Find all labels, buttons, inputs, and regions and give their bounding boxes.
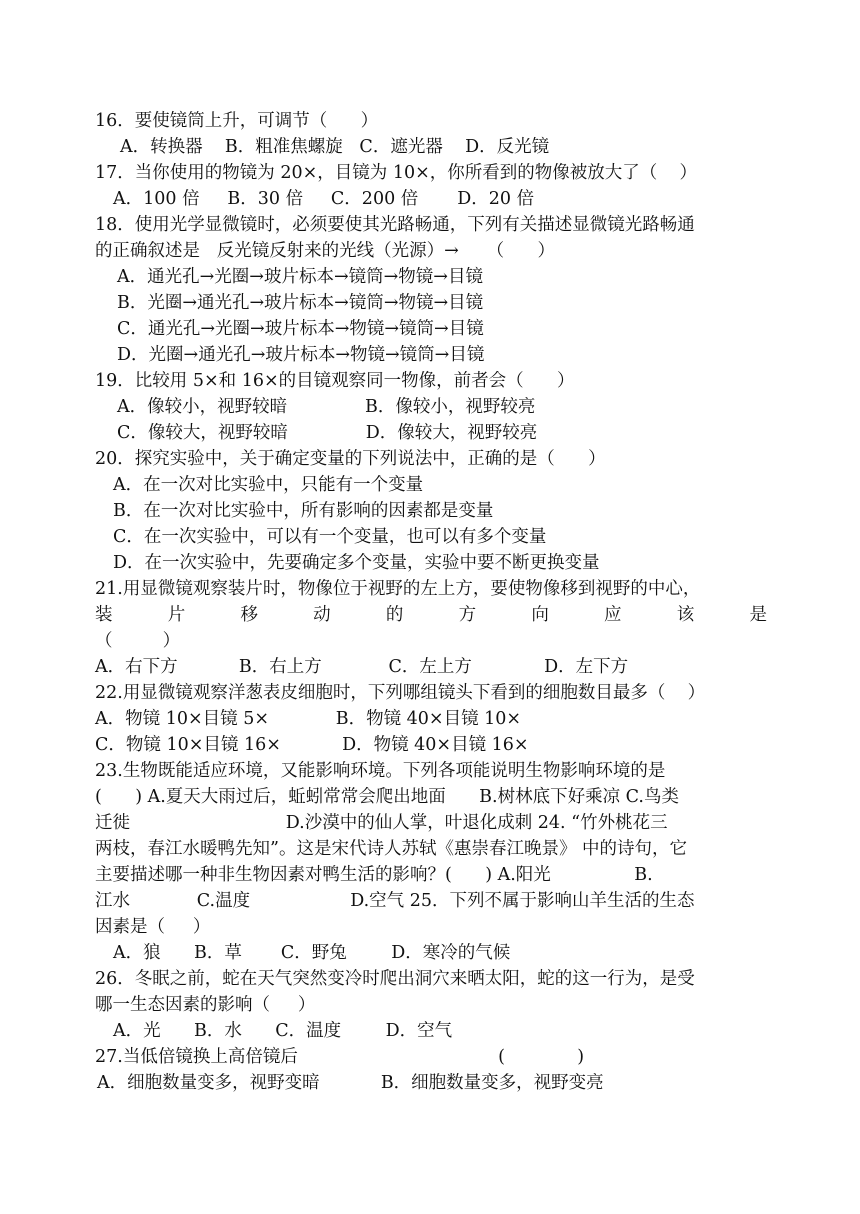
question-20-option-d: D．在一次实验中，先要确定多个变量，实验中要不断更换变量 <box>113 553 600 573</box>
justified-char: 装 <box>95 605 113 625</box>
question-22: 22.用显微镜观察洋葱表皮细胞时，下列哪组镜头下看到的细胞数目最多（ ） <box>95 683 706 703</box>
question-18-cont: 的正确叙述是 反光镜反射来的光线（光源）→ （ ） <box>95 241 556 261</box>
question-26: 26．冬眠之前，蛇在天气突然变冷时爬出洞穴来晒太阳，蛇的这一行为，是受 <box>95 969 695 989</box>
question-19-options-ab: A．像较小，视野较暗 B．像较小，视野较亮 <box>117 397 536 417</box>
question-19-options-cd: C．像较大，视野较暗 D．像较大，视野较亮 <box>117 423 538 443</box>
question-27: 27.当低倍镜换上高倍镜后 ( ) <box>95 1047 585 1067</box>
question-18-option-d: D．光圈→通光孔→玻片标本→物镜→镜筒→目镜 <box>117 345 485 365</box>
question-19: 19．比较用 5×和 16×的目镜观察同一物像，前者会（ ） <box>95 371 575 391</box>
question-20: 20．探究实验中，关于确定变量的下列说法中，正确的是（ ） <box>95 449 606 469</box>
justified-char: 的 <box>385 605 404 625</box>
question-22-options-cd: C．物镜 10×目镜 16× D．物镜 40×目镜 16× <box>95 735 529 755</box>
question-21: 21.用显微镜观察装片时，物像位于视野的左上方，要使物像移到视野的中心， <box>95 579 701 599</box>
question-17-options: A．100 倍 B．30 倍 C．200 倍 D．20 倍 <box>113 189 535 209</box>
question-18-option-c: C．通光孔→光圈→玻片标本→物镜→镜筒→目镜 <box>117 319 484 339</box>
question-24-cont-2: 主要描述哪一种非生物因素对鸭生活的影响？( ) A.阳光 B. <box>95 865 653 885</box>
question-26-options: A．光 B．水 C．温度 D．空气 <box>113 1021 453 1041</box>
question-18-option-b: B．光圈→通光孔→玻片标本→镜筒→物镜→目镜 <box>117 293 484 313</box>
question-20-option-a: A．在一次对比实验中，只能有一个变量 <box>113 475 424 495</box>
question-22-options-ab: A．物镜 10×目镜 5× B．物镜 40×目镜 10× <box>95 709 522 729</box>
justified-char: 移 <box>240 605 258 625</box>
justified-char: 方 <box>458 605 477 625</box>
question-18: 18．使用光学显微镜时，必须要使其光路畅通，下列有关描述显微镜光路畅通 <box>95 215 695 235</box>
question-17: 17．当你使用的物镜为 20×，目镜为 10×，你所看到的物像被放大了（ ） <box>95 163 698 183</box>
question-16-options: A．转换器 B．粗准焦螺旋 C．遮光器 D．反光镜 <box>120 137 550 157</box>
question-21-justified-line <box>95 604 767 626</box>
question-23-cont-1: ( ) A.夏天大雨过后，蚯蚓常常会爬出地面 B.树林底下好乘凉 C.鸟类 <box>95 787 679 807</box>
question-20-option-b: B．在一次对比实验中，所有影响的因素都是变量 <box>113 501 494 521</box>
question-18-option-a: A．通光孔→光圈→玻片标本→镜筒→物镜→目镜 <box>117 267 483 287</box>
justified-char: 应 <box>604 605 622 625</box>
question-25-cont: 因素是（ ） <box>95 917 211 937</box>
justified-char: 该 <box>676 605 695 625</box>
question-24-cont-3: 江水 C.温度 D.空气 25．下列不属于影响山羊生活的生态 <box>95 891 695 911</box>
justified-char: 向 <box>531 605 549 625</box>
justified-char: 动 <box>313 605 331 625</box>
question-24-cont-1: 两枝，春江水暖鸭先知”。这是宋代诗人苏轼《惠崇春江晚景》 中的诗句，它 <box>95 839 688 859</box>
question-21-blank: （ ） <box>95 631 181 651</box>
justified-char: 片 <box>167 605 186 625</box>
question-21-options: A．右下方 B．右上方 C．左上方 D．左下方 <box>95 657 629 677</box>
question-20-option-c: C．在一次实验中，可以有一个变量，也可以有多个变量 <box>113 527 547 547</box>
question-23: 23.生物既能适应环境，又能影响环境。下列各项能说明生物影响环境的是 <box>95 761 666 781</box>
justified-char: 是 <box>749 605 767 625</box>
question-23-cont-2: 迁徙 D.沙漠中的仙人掌，叶退化成刺 24. “竹外桃花三 <box>95 813 668 833</box>
question-16: 16．要使镜筒上升，可调节（ ） <box>95 111 379 131</box>
question-25-options: A．狼 B．草 C．野兔 D．寒冷的气候 <box>113 943 511 963</box>
question-27-options-ab: A．细胞数量变多，视野变暗 B．细胞数量变多，视野变亮 <box>97 1073 604 1093</box>
question-26-cont: 哪一生态因素的影响（ ） <box>95 995 316 1015</box>
